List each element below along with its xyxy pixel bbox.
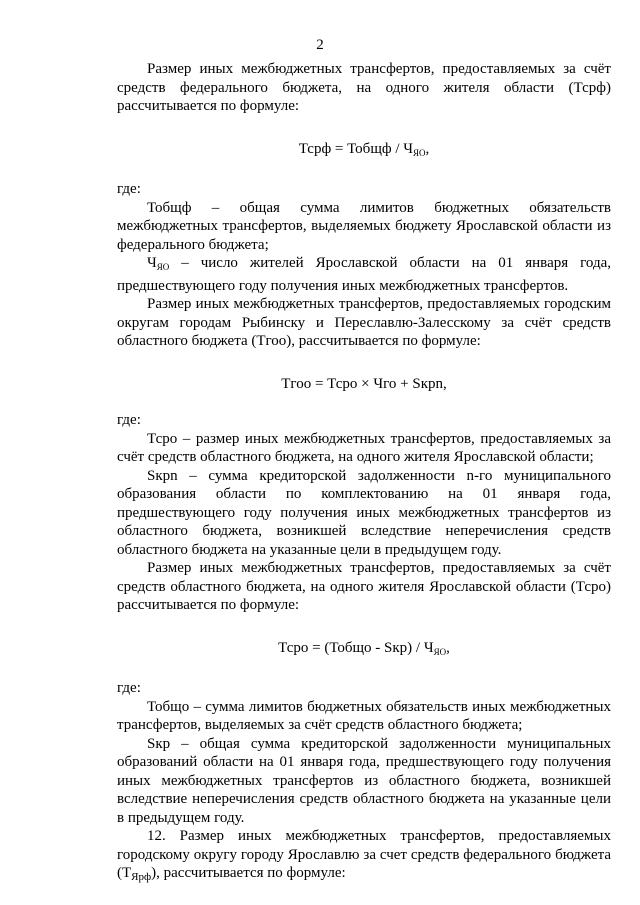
document-body bbox=[117, 60, 611, 887]
where-label: где: bbox=[117, 680, 141, 696]
definition-tobshf: Тобщф – общая сумма лимитов бюджетных обязательств межбюджетных трансфертов, выделяемых бюджету Ярославской области из федерального бюджета; bbox=[117, 199, 611, 253]
definition-tsro: Тсро – размер иных межбюджетных трансфертов, предоставляемых за счёт средств областного бюджета, на одного жителя Ярославской области; bbox=[117, 430, 611, 465]
formula-tgoo: Тгоо = Тсро × Чго + Sкрn, bbox=[281, 375, 447, 392]
where-label: где: bbox=[117, 181, 141, 197]
formula-tsro: Тсро = (Тобщо - $Sкр) / Ч_{ЯО}$, bbox=[278, 639, 450, 657]
page-number: 2 bbox=[316, 37, 324, 53]
definition-tobsho: Тобщо – сумма лимитов бюджетных обязательств иных межбюджетных трансфертов, выделяемых за счёт средств областного бюджета; bbox=[117, 698, 611, 733]
where-label: где: bbox=[117, 412, 141, 428]
formula-tsrf: Тсрф = Тобщф / $Ч_{ЯО}$, bbox=[298, 140, 430, 158]
paragraph-city-districts: Размер иных межбюджетных трансфертов, предоставляемых городским округам городам Рыбинску и Переславлю-Залесскому за счёт средств областного бюджета (Тгоо), рассчитывается по формуле: bbox=[117, 296, 611, 349]
paragraph-regional-per-capita: Размер иных межбюджетных трансфертов, предоставляемых за счёт средств областного бюджета, на одного жителя Ярославской области (Тсро) рассчитывается по формуле: bbox=[117, 560, 611, 613]
definition-skrn: Sкрn – сумма кредиторской задолженности n-го муниципального образования области по комплектованию на 01 января года, предшествующего году получения иных межбюджетных трансфертов из областного бюджета, возникшей вследствие неперечисления средств областного бюджета на указанные цели в предыдущем году. bbox=[117, 467, 611, 558]
paragraph-item-12: 12. Размер иных межбюджетных трансфертов, предоставляемых городскому округу городу Ярославлю за счет средств федерального бюджета $(Т_{Ярф})$, рассчитывается по формуле: bbox=[117, 828, 611, 883]
paragraph-federal-per-capita: Размер иных межбюджетных трансфертов, предоставляемых за счёт средств федерального бюджета, на одного жителя области (Тсрф) рассчитывается по формуле: bbox=[117, 61, 611, 114]
definition-chyao: $Ч_{ЯО}$ – число жителей Ярославской области на 01 января года, предшествующего году получения иных межбюджетных трансфертов. bbox=[117, 255, 611, 294]
definition-skr: Sкр – общая сумма кредиторской задолженности муниципальных образований области на 01 января года, предшествующего году получения иных межбюджетных трансфертов из областного бюджета, возникшей вследствие неперечисления средств областного бюджета на указанные цели в предыдущем году. bbox=[117, 735, 611, 826]
